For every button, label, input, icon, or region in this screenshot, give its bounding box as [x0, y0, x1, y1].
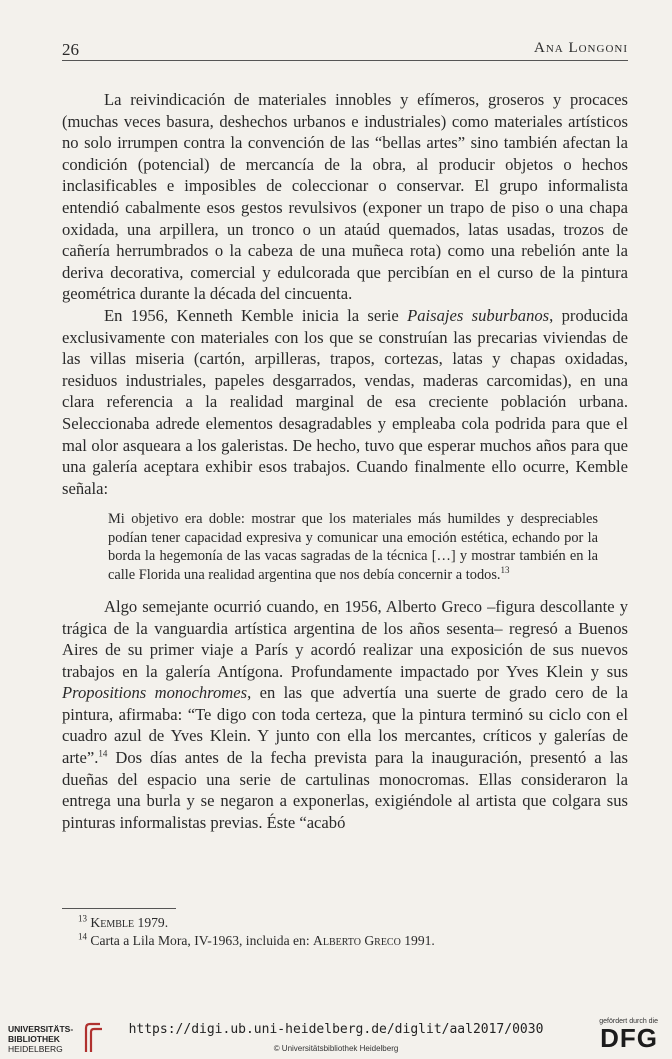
dfg-logo[interactable]	[588, 1018, 658, 1054]
funder-name: DFG	[600, 1023, 658, 1053]
page-header	[62, 40, 628, 62]
block-quote: Mi objetivo era doble: mostrar que los materiales más humildes y despreciables podían tener capacidad expresiva y comunicar una emoción estética, echando por la borda la hegemonía de las vacas sagradas de la técnica […] y mostrar también en la calle Florida una realidad argentina que nos debía concernir a todos.$^{13}$	[108, 511, 598, 583]
header-rule	[62, 60, 628, 61]
page-number: 26	[62, 40, 79, 59]
footnote-rule	[62, 908, 176, 909]
library-name: UNIVERSITÄTS- BIBLIOTHEK HEIDELBERG	[8, 1024, 74, 1054]
running-head: Ana Longoni	[533, 40, 628, 56]
footnote-13: $^{13}$ Kemble 1979.	[78, 913, 169, 930]
body-text	[62, 89, 628, 833]
footnote-14: $^{14}$ Carta a Lila Mora, IV-1963, incluida en: Alberto Greco 1991.	[78, 931, 435, 948]
series-title: Paisajes suburbanos	[407, 305, 550, 325]
paragraph-2: En 1956, Kenneth Kemble inicia la serie Paisajes suburbanos, producida exclusivamente con materiales con los que se construían las precarias viviendas de las villas miseria (cartón, arpilleras, trapos, cortezas, latas y chapas oxidadas, residuos industriales, papeles desgarrados, vendas, maderas carcomidas), en una clara referencia a la realidad marginal de esa creciente población urbana. Seleccionaba adrede elementos desagradables y empleaba cola podrida para que el mal olor asqueara a los galeristas. De hecho, tuvo que esperar muchos años para que una galería aceptara exhibir esos trabajos. Cuando finalmente ello ocurre, Kemble señala:	[62, 305, 628, 498]
footnote-ref-13[interactable]: 13	[500, 564, 510, 575]
funder-note: gefördert durch die	[599, 1018, 658, 1025]
copyright-notice: © Universitätsbibliothek Heidelberg	[273, 1044, 399, 1053]
footnotes	[62, 914, 628, 950]
paragraph-1: La reivindicación de materiales innobles y efímeros, groseros y procaces (muchas veces basura, deshechos urbanos e industriales) como materiales artísticos no solo irrumpen contra la convención de las “bellas artes” sino también afectan la condición (potencial) de mercancía de la obra, al producir objetos o hechos inclasificables e imposibles de coleccionar o conservar. El grupo informalista entendió cabalmente esos gestos revulsivos (exponer un trapo de piso o una chapa oxidada, una arpillera, un tronco o un ataúd quemados, latas usadas, trozos de cañería herrumbrados o la cabeza de una muñeca rota) como una rebelión ante la deriva decorativa, comercial y edulcorada que percibían en el curso de la pintura geométrica durante la década del cincuenta.	[62, 90, 628, 304]
footnote-ref-14[interactable]: 14	[98, 748, 108, 759]
permalink-url[interactable]: https://digi.ub.uni-heidelberg.de/diglit/aal2017/0030	[128, 1022, 544, 1037]
work-title: Propositions monochromes	[62, 683, 248, 703]
paragraph-3: Algo semejante ocurrió cuando, en 1956, Alberto Greco –figura descollante y trágica de la vanguardia artística argentina de los años sesenta– regresó a Buenos Aires de su primer viaje a París y acordó realizar una exposición de sus nuevos trabajos en la galería Antígona. Profundamente impactado por Yves Klein y sus Propositions monochromes, en las que advertía una suerte de grado cero de la pintura, afirmaba: “Te digo con toda certeza, que la pintura terminó su ciclo con el cuadro azul de Yves Klein. Y junto con ella los mercantes, críticos y galerías de arte”.$^{14}$ Dos días antes de la fecha prevista para la inauguración, presentó a las dueñas del espacio una serie de cartulinas monocromas. Ellas consideraron la entrega una burla y se negaron a exponerlas, exigiéndole al artista que colgara sus pinturas informalistas previas. Éste “acabó	[62, 596, 628, 832]
page-footer	[0, 1014, 672, 1059]
